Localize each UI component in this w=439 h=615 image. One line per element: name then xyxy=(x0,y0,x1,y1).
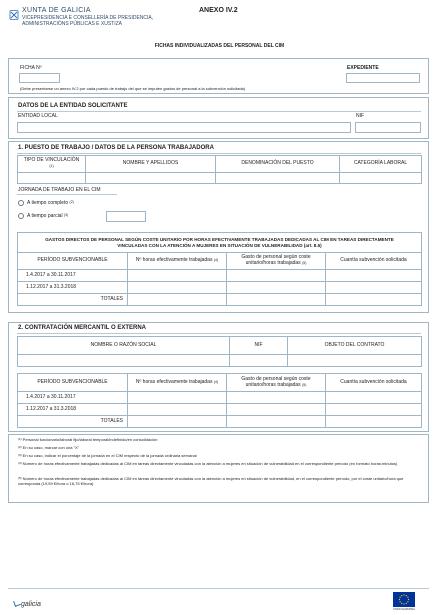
gastos-header: GASTOS DIRECTOS DE PERSONAL SEGÚN COSTE UNITARIO POR HORAS EFECTIVAMENTE TRABAJADAS DEDICADAS AL CIM EN TAREAS DIRECTAMENTE VINCULADAS CON LA ATENCIÓN A MUJERES EN SITUACIÓN DE VULNERABILIDAD (art. 8.5) xyxy=(18,233,422,253)
col-nif: NIF xyxy=(230,337,288,355)
eu-caption: UNIÓN EUROPEA xyxy=(393,608,415,611)
footer-rule xyxy=(8,588,429,589)
expediente-label: EXPEDIENTE xyxy=(347,65,379,71)
col-periodo: PERÍODO SUBVENCIONABLE xyxy=(18,253,128,270)
nombre-cell[interactable] xyxy=(86,173,216,184)
note-3: $^{(3)}$En su caso, indicar el porcentaje de la jornada en el CIM respecto de la jornada ordinaria semanal xyxy=(18,453,197,458)
col-periodo-2: PERÍODO SUBVENCIONABLE xyxy=(18,374,128,392)
doc-title: FICHAS INDIVIDUALIZADAS DEL PERSONAL DEL CIM xyxy=(154,43,285,49)
col-gasto: Gasto de personal según coste unitario/horas trabajadas $^{(5)}$ xyxy=(227,253,326,270)
gasto-2[interactable] xyxy=(227,282,326,294)
col-cuantia-2: Cuantía subvención solicitada xyxy=(326,374,422,392)
eu-star-icon xyxy=(407,601,408,602)
cuantia-total[interactable] xyxy=(326,294,422,306)
col-razon-social: NOMBRE O RAZÓN SOCIAL xyxy=(18,337,230,355)
org-name: XUNTA DE GALICIA xyxy=(22,7,91,14)
eu-star-icon xyxy=(407,597,408,598)
gastos-table-2 xyxy=(17,373,422,428)
galicia-brand: galicia xyxy=(21,601,41,608)
parcial-percent-field[interactable] xyxy=(106,211,146,222)
instruction-text: (Debe presentarse un anexo IV.2 por cada puesto de trabajo del que se imputen gastos de personal a la subvención solicitada) xyxy=(20,86,246,91)
xunta-logo xyxy=(9,7,19,17)
section2-title: 2. CONTRATACIÓN MERCANTIL O EXTERNA xyxy=(18,325,147,331)
tipo-cell[interactable] xyxy=(18,173,86,184)
gasto-1[interactable] xyxy=(227,270,326,282)
col-horas-2: Nº horas efectivamente trabajadas $^{(4)}$ xyxy=(128,374,227,392)
jornada-rule xyxy=(17,194,117,195)
galicia-logo xyxy=(14,593,41,611)
s2-gasto-1[interactable] xyxy=(227,392,326,404)
entidad-title: DATOS DE LA ENTIDAD SOLICITANTE xyxy=(18,103,128,109)
dept-line-1: VICEPRESIDENCIA E CONSELLERÍA DE PRESIDENCIA, xyxy=(22,15,154,21)
section1-title: 1. PUESTO DE TRABAJO / DATOS DE LA PERSONA TRABAJADORA xyxy=(18,145,214,151)
entidad-field[interactable] xyxy=(17,122,351,133)
annex-title: ANEXO IV.2 xyxy=(199,7,238,14)
ficha-label: FICHA Nº xyxy=(20,65,42,71)
nif-cell[interactable] xyxy=(230,355,288,367)
col-gasto-2: Gasto de personal según coste unitario/horas trabajadas $^{(5)}$ xyxy=(227,374,326,392)
opt-completo-label: A tiempo completo $^{(2)}$ xyxy=(27,200,74,206)
s2-period-1: 1.4.2017 a 30.11.2017 xyxy=(18,392,128,404)
col-cuantia: Cuantía subvención solicitada xyxy=(326,253,422,270)
contratacion-table xyxy=(17,336,422,367)
col-nombre-apellidos: NOMBRE Y APELLIDOS xyxy=(86,156,216,173)
eu-star-icon xyxy=(399,599,400,600)
col-denominacion: DENOMINACIÓN DEL PUESTO xyxy=(216,156,340,173)
s2-horas-total[interactable] xyxy=(128,416,227,428)
s2-totales-label: TOTALES xyxy=(18,416,128,428)
note-4: $^{(4)}$Número de horas efectivamente trabajadas dedicadas al CIM en tareas directamente vinculadas con la atención a mujeres en situación de vulnerabilidad en el correspondiente período (en formato horas:minutos) xyxy=(18,461,398,466)
section2-rule xyxy=(17,333,421,334)
col-tipo-vinculacion: TIPO DE VINCULACIÓN (1) xyxy=(18,156,86,173)
gasto-total[interactable] xyxy=(227,294,326,306)
eu-star-icon xyxy=(403,603,404,604)
eu-star-icon xyxy=(406,595,407,596)
expediente-field[interactable] xyxy=(346,73,420,83)
s2-horas-1[interactable] xyxy=(128,392,227,404)
s2-cuantia-total[interactable] xyxy=(326,416,422,428)
horas-2[interactable] xyxy=(128,282,227,294)
period-1: 1.4.2017 a 30.11.2017 xyxy=(18,270,128,282)
eu-star-icon xyxy=(406,603,407,604)
puesto-table xyxy=(17,155,422,184)
opt-parcial-label: A tiempo parcial $^{(3)}$ xyxy=(27,213,69,219)
razon-social-cell[interactable] xyxy=(18,355,230,367)
radio-completo[interactable] xyxy=(18,200,24,206)
dept-line-2: ADMINISTRACIÓNS PÚBLICAS E XUSTIZA xyxy=(22,21,123,27)
s2-cuantia-1[interactable] xyxy=(326,392,422,404)
horas-total[interactable] xyxy=(128,294,227,306)
col-categoria: CATEGORÍA LABORAL xyxy=(340,156,422,173)
eu-star-icon xyxy=(408,599,409,600)
gastos-table-1 xyxy=(17,232,422,306)
col-horas: Nº horas efectivamente trabajadas $^{(4)}$ xyxy=(128,253,227,270)
entidad-rule xyxy=(17,111,421,112)
col-objeto: OBJETO DEL CONTRATO xyxy=(288,337,422,355)
cuantia-1[interactable] xyxy=(326,270,422,282)
note-5: $^{(5)}$Número de horas efectivamente trabajadas dedicadas al CIM en tareas directamente vinculadas con la atención a mujeres en situación de vulnerabilidad, en el correspondiente período, por el coste unitario/hora que corresponda (19,59 €/hora o 16,75 €/hora) xyxy=(18,476,404,486)
eu-star-icon xyxy=(401,603,402,604)
eu-star-icon xyxy=(403,594,404,595)
xunta-shield-icon xyxy=(9,10,19,20)
ficha-field[interactable] xyxy=(19,73,60,83)
s2-cuantia-2[interactable] xyxy=(326,404,422,416)
s2-gasto-total[interactable] xyxy=(227,416,326,428)
s2-period-2: 1.12.2017 a 31.3.2018 xyxy=(18,404,128,416)
eu-flag-icon xyxy=(393,592,415,607)
totales-label: TOTALES xyxy=(18,294,128,306)
s2-horas-2[interactable] xyxy=(128,404,227,416)
horas-1[interactable] xyxy=(128,270,227,282)
eu-star-icon xyxy=(401,595,402,596)
eu-star-icon xyxy=(400,597,401,598)
note-1: $^{(1)}$Personal funcionario/laboral fijo/laboral temporal/indefinido/en consolidación xyxy=(18,437,158,442)
jornada-label: JORNADA DE TRABAJO EN EL CIM xyxy=(18,187,101,193)
objeto-cell[interactable] xyxy=(288,355,422,367)
section1-rule xyxy=(17,153,421,154)
note-2: $^{(2)}$En su caso, marcar con una "X" xyxy=(18,445,80,450)
eu-flag xyxy=(393,592,415,607)
eu-star-icon xyxy=(400,601,401,602)
radio-parcial[interactable] xyxy=(18,213,24,219)
period-2: 1.12.2017 a 31.3.2018 xyxy=(18,282,128,294)
categoria-cell[interactable] xyxy=(340,173,422,184)
nif-field[interactable] xyxy=(355,122,421,133)
nif-label: NIF xyxy=(356,113,365,119)
s2-gasto-2[interactable] xyxy=(227,404,326,416)
entidad-label: ENTIDAD LOCAL xyxy=(18,113,58,119)
cuantia-2[interactable] xyxy=(326,282,422,294)
denominacion-cell[interactable] xyxy=(216,173,340,184)
galicia-mark-icon xyxy=(13,599,21,607)
